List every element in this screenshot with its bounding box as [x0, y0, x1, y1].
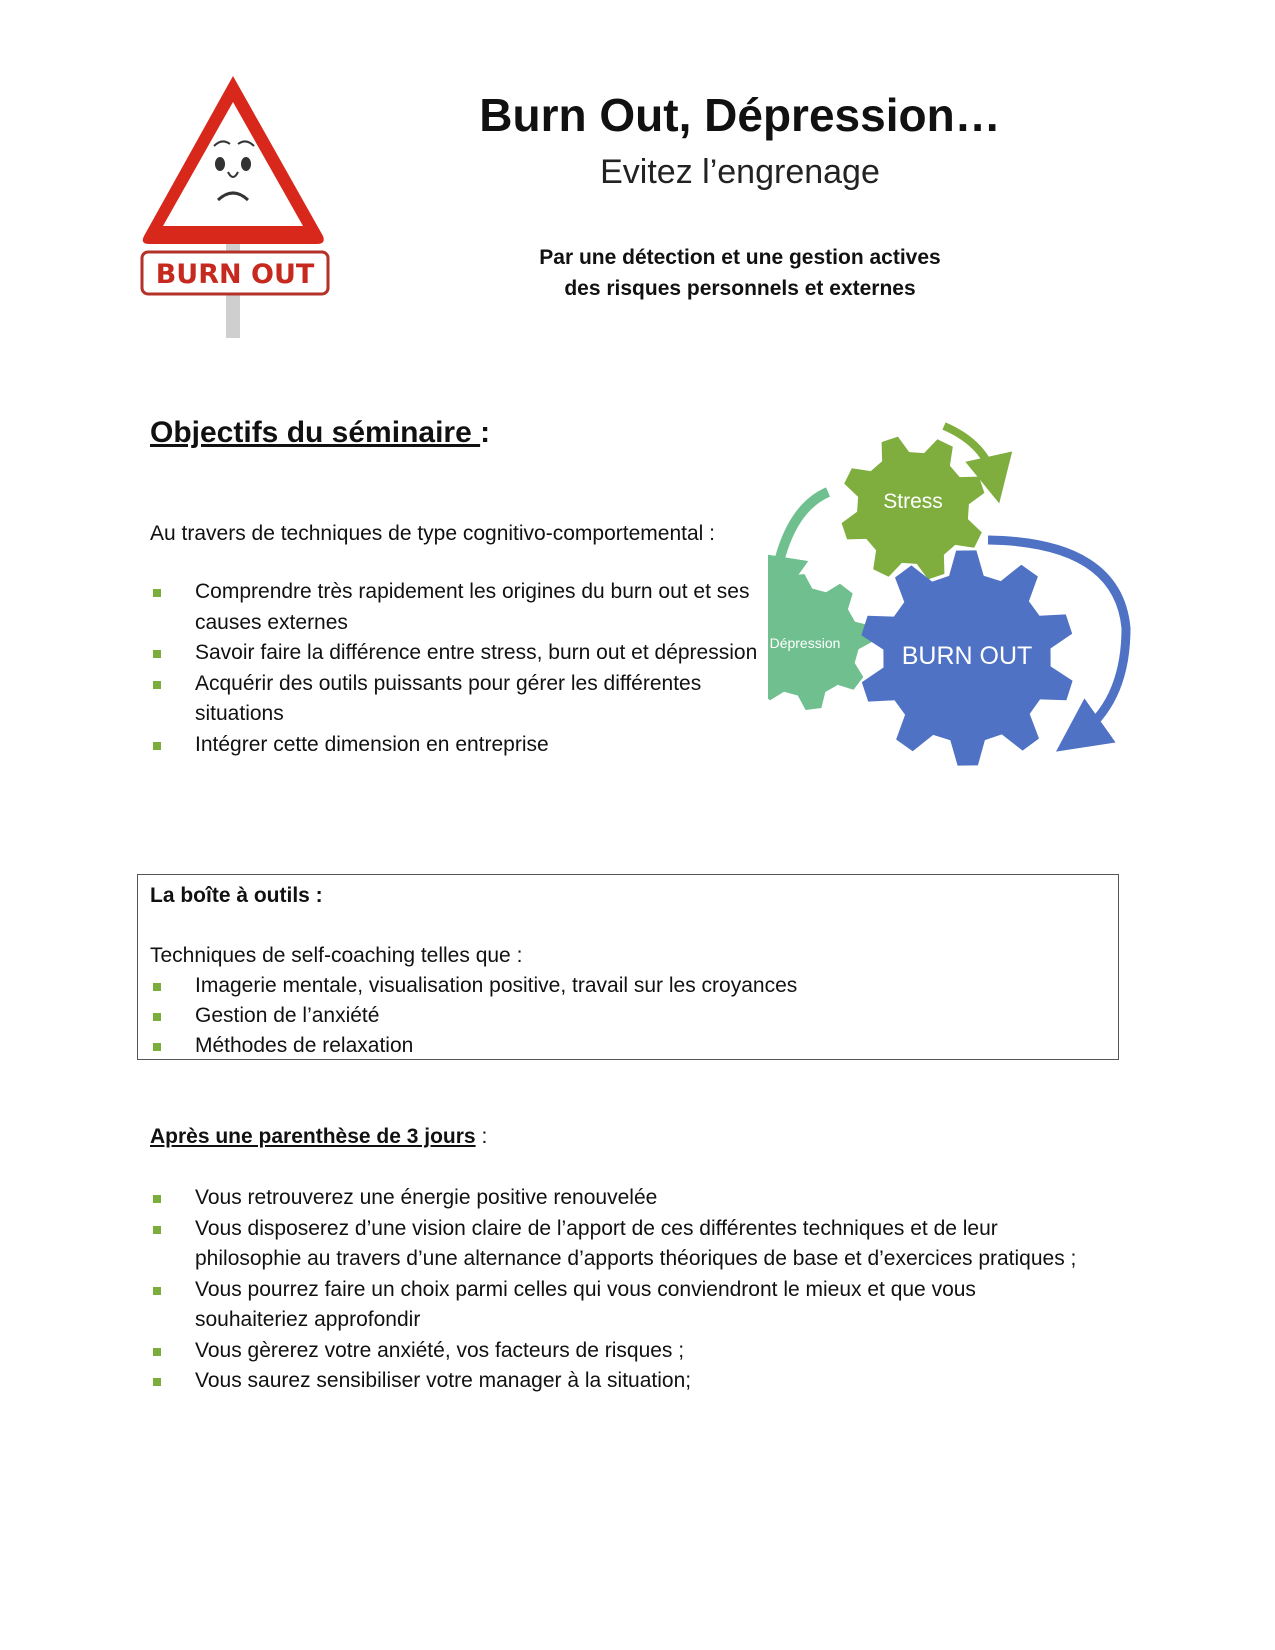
- list-item: [150, 1031, 1106, 1061]
- square-bullet-icon: [153, 1348, 161, 1356]
- after-heading-text: Après une parenthèse de 3 jours: [150, 1125, 476, 1148]
- list-item-text: Savoir faire la différence entre stress, burn out et dépression: [195, 641, 758, 664]
- after-heading: [150, 1125, 487, 1149]
- list-item-text: Vous saurez sensibiliser votre manager à la situation;: [195, 1369, 692, 1392]
- square-bullet-icon: [153, 1378, 161, 1386]
- list-item-text: Vous gèrerez votre anxiété, vos facteurs de risques ;: [195, 1338, 685, 1362]
- list-item: [150, 638, 770, 669]
- list-item-text: Vous disposerez d’une vision claire de l’apport de ces différentes techniques et de leur philosophie au travers d’une alternance d’apports théoriques de base et d’exercices pratiques ;: [195, 1216, 1077, 1270]
- warning-sign-sad-face-icon: [140, 68, 340, 338]
- objectives-intro: Au travers de techniques de type cognitivo-comportemental :: [150, 522, 715, 545]
- list-item-text: Gestion de l’anxiété: [195, 1004, 380, 1027]
- list-item-text: Vous pourrez faire un choix parmi celles qui vous conviendront le mieux et que vous souhaiteriez approfondir: [195, 1277, 976, 1331]
- list-item-text: Imagerie mentale, visualisation positive, travail sur les croyances: [195, 974, 798, 997]
- stress-gear-label: Stress: [883, 490, 943, 513]
- after-list: [150, 1183, 1090, 1397]
- square-bullet-icon: [153, 681, 161, 689]
- square-bullet-icon: [153, 1195, 161, 1203]
- after-heading-colon: :: [475, 1125, 488, 1148]
- toolbox-box: [137, 874, 1119, 1060]
- page-tagline: [400, 242, 1080, 304]
- tagline-line-2: des risques personnels et externes: [564, 276, 916, 300]
- page-subtitle: Evitez l’engrenage: [600, 152, 880, 191]
- objectives-heading-colon: :: [480, 416, 491, 449]
- page-title: Burn Out, Dépression…: [479, 89, 1001, 141]
- objectives-heading-text: Objectifs du séminaire: [150, 416, 481, 449]
- left-eye: [215, 157, 225, 171]
- tagline-line-1: Par une détection et une gestion actives: [539, 245, 941, 269]
- list-item: [150, 1366, 1090, 1397]
- list-item-text: Comprendre très rapidement les origines du burn out et ses causes externes: [195, 580, 750, 634]
- list-item: [150, 730, 770, 761]
- toolbox-intro: Techniques de self-coaching telles que :: [150, 944, 523, 967]
- right-eye: [241, 157, 251, 171]
- list-item: [150, 1001, 1106, 1031]
- gears-diagram-svg: [768, 418, 1178, 798]
- page-header: [400, 90, 1080, 304]
- square-bullet-icon: [153, 1226, 161, 1234]
- list-item: [150, 1183, 1090, 1214]
- list-item-text: Méthodes de relaxation: [195, 1034, 414, 1057]
- list-item: [150, 1275, 1090, 1336]
- gears-diagram: [768, 418, 1178, 798]
- square-bullet-icon: [153, 1013, 161, 1021]
- square-bullet-icon: [153, 1287, 161, 1295]
- square-bullet-icon: [153, 650, 161, 658]
- list-item: [150, 669, 770, 730]
- list-item: [150, 1214, 1090, 1275]
- toolbox-title: La boîte à outils :: [150, 884, 323, 907]
- objectives-heading: [150, 416, 490, 450]
- sign-plate-text: BURN OUT: [155, 259, 315, 290]
- list-item-text: Acquérir des outils puissants pour gérer les différentes situations: [195, 671, 702, 725]
- square-bullet-icon: [153, 742, 161, 750]
- list-item: [150, 1336, 1090, 1367]
- list-item: [150, 577, 770, 638]
- objectives-list: [150, 577, 770, 760]
- burn-out-sign-logo: [140, 68, 340, 338]
- list-item: [150, 971, 1106, 1001]
- list-item-text: Intégrer cette dimension en entreprise: [195, 732, 549, 756]
- arrow-stress-to-depression-icon: [774, 492, 828, 586]
- list-item-text: Vous retrouverez une énergie positive renouvelée: [195, 1186, 658, 1209]
- depression-gear-label: Dépression: [769, 635, 841, 651]
- toolbox-list: [150, 971, 1106, 1061]
- burnout-gear-label: BURN OUT: [901, 642, 1033, 670]
- square-bullet-icon: [153, 983, 161, 991]
- square-bullet-icon: [153, 589, 161, 597]
- square-bullet-icon: [153, 1043, 161, 1051]
